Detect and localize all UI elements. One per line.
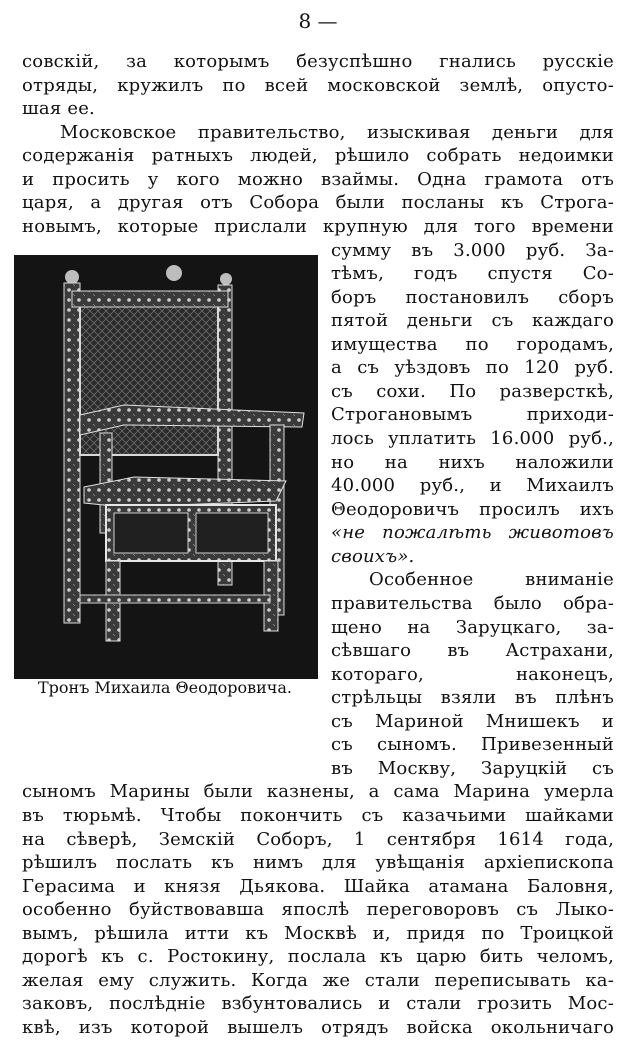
text-line: шая ее. [22, 98, 95, 120]
text-line: боръ постановилъ сборъ [331, 286, 614, 308]
text-line: съ сохи. По разверсткѣ, [331, 380, 614, 402]
text-line: щено на Заруцкаго, за- [331, 616, 614, 638]
text-line: царя, а другая отъ Собора были посланы къ Строга- [22, 192, 614, 214]
text-line: 40.000 руб., и Михаилъ [331, 475, 614, 497]
throne-drawing [14, 255, 318, 679]
text-line: Θеодоровичъ просилъ ихъ [331, 498, 614, 520]
text-line: съ Мариной Мнишекъ и [331, 710, 614, 732]
text-line: новымъ, которые прислали крупную для того времени [22, 215, 614, 237]
text-line: дорогѣ къ с. Ростокину, послала къ царю бить челомъ, [22, 946, 614, 968]
text-line: отряды, кружилъ по всей московской землѣ, опусто- [22, 74, 614, 96]
text-line: Особенное вниманіе [369, 569, 614, 591]
text-line: особенно буйствовавша япослѣ переговоровъ съ Лыко- [22, 899, 614, 921]
text-line: стрѣльцы взяли въ плѣнъ [331, 687, 614, 709]
text-line: «не пожалѣть животовъ [331, 522, 614, 544]
text-line: вымъ, рѣшила итти къ Москвѣ и, придя по Троицкой [22, 922, 614, 944]
text-line: и просить у кого можно взаймы. Одна грамота отъ [22, 168, 614, 190]
text-line: на сѣверѣ, Земскій Соборъ, 1 сентября 1614 года, [22, 828, 614, 850]
text-line: рѣшилъ послать къ нимъ для увѣщанія архіепископа [22, 852, 614, 874]
throne-illustration [14, 255, 318, 656]
text-line: заковъ, послѣдніе взбунтовались и стали грозить Мос- [22, 993, 614, 1015]
text-line: пятой деньги съ каждаго [331, 310, 614, 332]
text-line: Герасима и князя Дьякова. Шайка атамана Баловня, [22, 875, 614, 897]
text-line: своихъ». [331, 545, 415, 567]
text-line: сумму въ 3.000 руб. За- [331, 239, 614, 261]
text-line: лось уплатить 16.000 руб., [331, 428, 614, 449]
text-line: Московское правительство, изыскивая деньги для [60, 121, 614, 143]
text-line: тѣмъ, годъ спустя Со- [331, 263, 614, 284]
text-line: сѣвшаго въ Астрахани, [331, 640, 614, 661]
text-line: въ тюрьмѣ. Чтобы покончить съ казачьими шайками [22, 805, 614, 826]
text-line: съ сыномъ. Привезенный [331, 734, 614, 756]
page-number: 8 — [298, 9, 338, 33]
text-line: совскій, за которымъ безуспѣшно гнались русскіе [22, 51, 614, 72]
text-line: квѣ, изъ которой вышелъ отрядъ войска окольничаго [22, 1017, 614, 1038]
text-line: содержанія ратныхъ людей, рѣшило собрать недоимки [22, 145, 614, 167]
text-line: сыномъ Марины были казнены, а сама Марина умерла [22, 781, 614, 803]
text-line: имущества по городамъ, [331, 333, 614, 355]
text-line: котораго, наконецъ, [331, 663, 614, 685]
text-line: правительства было обра- [331, 592, 614, 614]
text-line: но на нихъ наложили [331, 451, 614, 473]
text-line: а съ уѣздовъ по 120 руб. [331, 357, 614, 379]
text-line: желая ему служить. Когда же стали переписывать ка- [22, 969, 614, 991]
text-line: Строгановымъ приходи- [331, 404, 614, 426]
text-line: въ Москву, Заруцкій съ [331, 757, 614, 779]
figure-caption: Тронъ Михаила Θеодоровича. [38, 677, 292, 697]
